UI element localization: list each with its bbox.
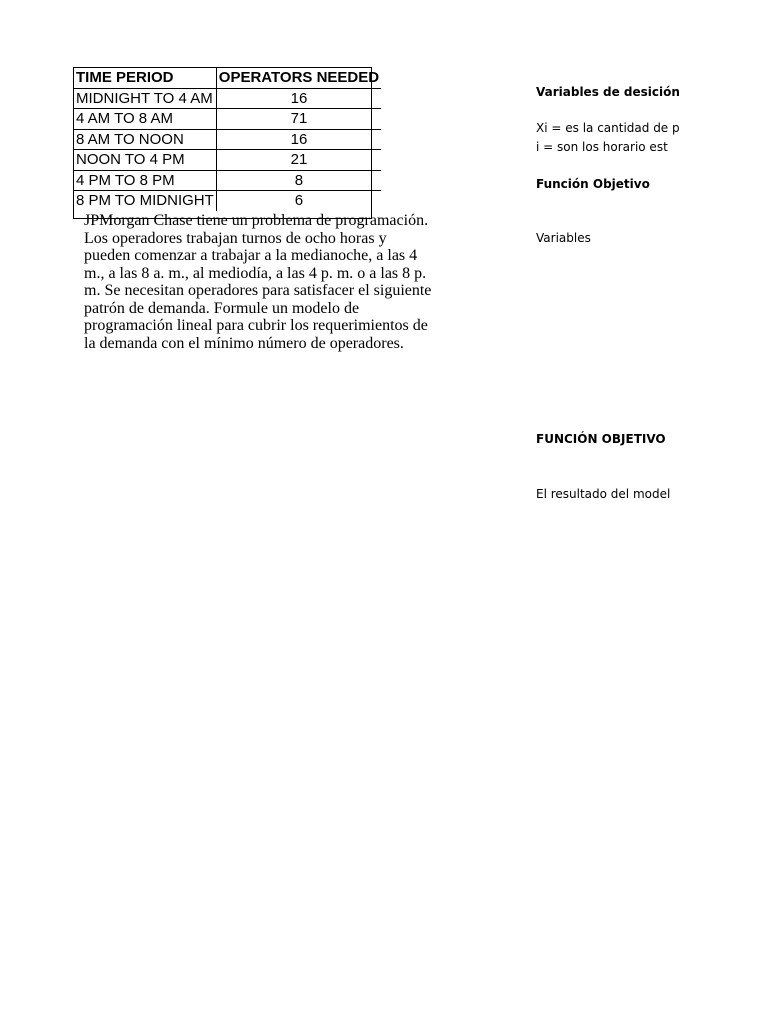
time-period-cell: 8 PM TO MIDNIGHT: [74, 191, 216, 211]
table-row: [74, 191, 381, 211]
demand-table: [74, 68, 381, 211]
time-period-cell: 8 AM TO NOON: [74, 129, 216, 150]
operators-needed-cell: 8: [216, 170, 381, 191]
column-header-operators-needed: OPERATORS NEEDED: [216, 68, 381, 88]
operators-needed-cell: 21: [216, 150, 381, 171]
table-row: [74, 150, 381, 171]
column-header-time-period: TIME PERIOD: [74, 68, 216, 88]
table-header-row: [74, 68, 381, 88]
decision-variables-heading: Variables de desición: [536, 85, 680, 99]
operators-needed-cell: 71: [216, 109, 381, 130]
demand-table-image: [73, 67, 380, 219]
xi-definition: Xi = es la cantidad de p: [536, 121, 680, 135]
problem-statement: JPMorgan Chase tiene un problema de programación. Los operadores trabajan turnos de ocho horas y pueden comenzar a trabajar a la medianoche, a las 4 m., a las 8 a. m., al mediodía, a las 4 p. m. o a las 8 p. m. Se necesitan operadores para satisfacer el siguiente patrón de demanda. Formule un modelo de programación lineal para cubrir los requerimientos de la demanda con el mínimo número de operadores.: [84, 212, 432, 352]
time-period-cell: 4 PM TO 8 PM: [74, 170, 216, 191]
i-definition: i = son los horario est: [536, 140, 668, 154]
objective-function-heading: Función Objetivo: [536, 177, 650, 191]
model-result-text: El resultado del model: [536, 487, 671, 501]
time-period-cell: NOON TO 4 PM: [74, 150, 216, 171]
table-row: [74, 129, 381, 150]
table-row: [74, 88, 381, 109]
variables-label: Variables: [536, 231, 591, 245]
time-period-cell: 4 AM TO 8 AM: [74, 109, 216, 130]
operators-needed-cell: 16: [216, 129, 381, 150]
operators-needed-cell: 16: [216, 88, 381, 109]
objective-function-caps-heading: FUNCIÓN OBJETIVO: [536, 432, 666, 446]
time-period-cell: MIDNIGHT TO 4 AM: [74, 88, 216, 109]
operators-needed-cell: 6: [216, 191, 381, 211]
table-row: [74, 170, 381, 191]
table-row: [74, 109, 381, 130]
model-notes-column: [536, 80, 680, 520]
